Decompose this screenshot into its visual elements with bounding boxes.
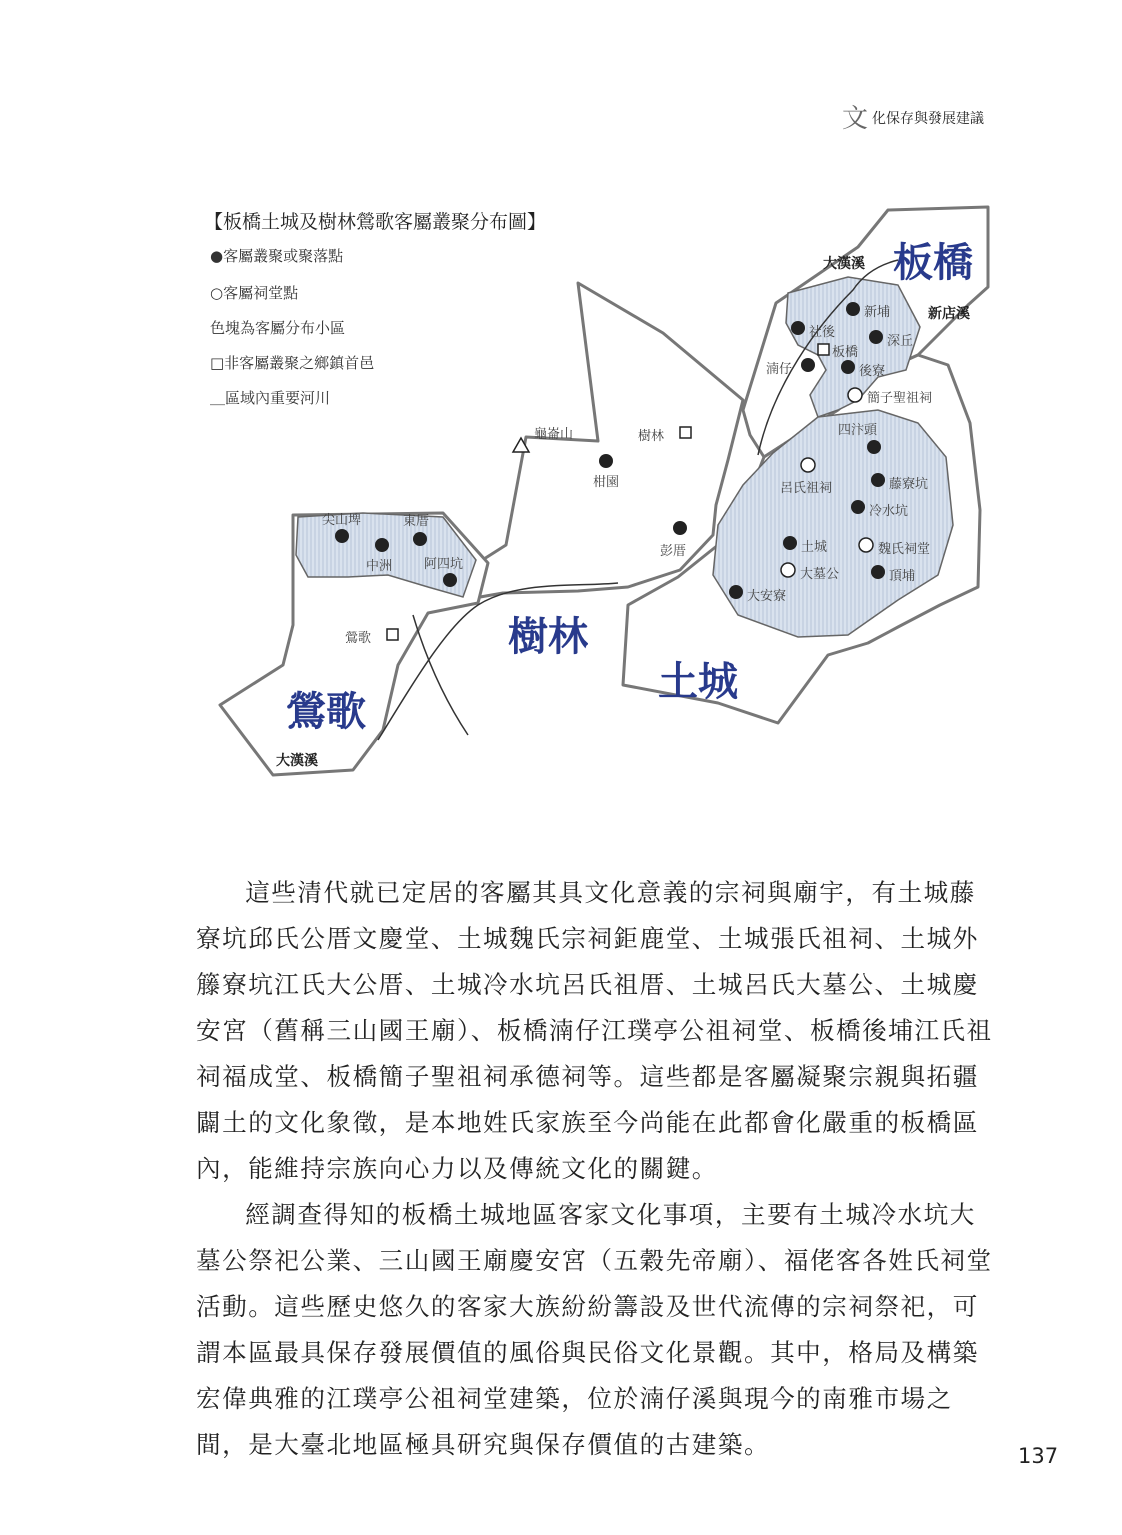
ganyuan-dot — [599, 454, 613, 468]
place-label-sichuan: 四汴頭 — [838, 423, 878, 438]
dongcuo-dot — [413, 532, 427, 546]
distribution-map — [198, 195, 1008, 795]
region-label-tucheng: 土城 — [658, 659, 738, 705]
place-label-houpu: 後寮 — [859, 364, 886, 379]
region-label-yingge: 鶯歌 — [286, 689, 366, 735]
dagong-circle — [781, 563, 795, 577]
place-label-xinpu: 新埔 — [864, 305, 891, 320]
place-label-jianshan: 尖山埤 — [322, 513, 362, 528]
tucheng-dot — [783, 536, 797, 550]
place-label-tucheng-town: 土城 — [801, 540, 828, 555]
xinpu-dot — [846, 302, 860, 316]
yingge-town-square — [387, 629, 398, 640]
banqiao-town-square — [818, 344, 829, 355]
place-label-ganyuan: 柑園 — [593, 475, 620, 490]
figure-title: 【板橋土城及樹林鶯歌客屬叢聚分布圖】 — [204, 211, 547, 233]
shulin-town-square — [680, 427, 691, 438]
header-title: 化保存與發展建議 — [872, 111, 984, 127]
da-an-dot — [729, 585, 743, 599]
jianshan-dot — [335, 529, 349, 543]
page-number: 137 — [1018, 1444, 1059, 1468]
shehou-dot — [791, 321, 805, 335]
wei-shrine-circle — [859, 538, 873, 552]
place-label-asi: 阿四坑 — [424, 557, 464, 572]
place-label-lengshui: 冷水坑 — [869, 504, 909, 519]
place-label-tuozai: 湳仔 — [766, 362, 793, 377]
place-label-dagong: 大墓公 — [800, 567, 840, 582]
legend-item-zone: 色塊為客屬分布小區 — [210, 319, 346, 337]
place-label-tengliao: 藤寮坑 — [889, 477, 929, 492]
place-label-shenqiu: 深丘 — [887, 334, 914, 349]
legend-item-shrine: ○客屬祠堂點 — [210, 284, 299, 302]
lu-shrine-circle — [801, 458, 815, 472]
region-label-banqiao: 板橋 — [893, 240, 973, 286]
place-label-banqiao-town: 板橋 — [832, 345, 859, 360]
houpu-dot — [841, 360, 855, 374]
place-label-jianzi: 簡子聖祖祠 — [867, 391, 933, 406]
legend-item-cluster: ●客屬叢聚或聚落點 — [210, 247, 344, 265]
shenqiu-dot — [869, 330, 883, 344]
place-label-dongcuo: 東厝 — [403, 514, 430, 529]
place-label-zhongzhou: 中洲 — [366, 559, 393, 574]
header-initial: 文 — [842, 104, 869, 134]
sichuan-dot — [867, 440, 881, 454]
paragraph: 經調查得知的板橋土城地區客家文化事項，主要有土城冷水坑大墓公祭祀公業、三山國王廟慶安宮（五穀先帝廟）、福佬客各姓氏祠堂活動。這些歷史悠久的客家大族紛紛籌設及世代流傳的宗祠祭祀，可謂本區最具保存發展價值的風俗與民俗文化景觀。其中，格局及構築宏偉典雅的江璞亭公祖祠堂建築，位於湳仔溪與現今的南雅市場之間，是大臺北地區極具研究與保存價值的古建築。 — [196, 1200, 993, 1459]
place-label-lu-shrine: 呂氏祖祠 — [780, 481, 833, 496]
river-label-xindian: 新店溪 — [928, 306, 970, 322]
zhongzhou-dot — [375, 538, 389, 552]
place-label-wei-shrine: 魏氏祠堂 — [878, 542, 931, 557]
region-label-shulin: 樹林 — [508, 614, 588, 660]
tengliao-dot — [871, 473, 885, 487]
place-label-da-an: 大安寮 — [747, 589, 787, 604]
place-label-guiyi: 龜崙山 — [534, 427, 574, 442]
dingpu-dot — [871, 565, 885, 579]
legend-item-town: □非客屬叢聚之鄉鎮首邑 — [210, 354, 375, 372]
body-text — [196, 870, 996, 1468]
tuozai-dot — [801, 358, 815, 372]
place-label-yingge-town: 鶯歌 — [345, 631, 372, 646]
river-label-dahan-top: 大漢溪 — [823, 256, 865, 272]
running-header — [842, 98, 1022, 134]
place-label-pengcuo: 彭厝 — [660, 544, 687, 559]
place-label-shulin-town: 樹林 — [638, 429, 665, 444]
legend-item-river: ＿區域內重要河川 — [210, 389, 331, 407]
river-label-dahan-bottom: 大漢溪 — [276, 753, 318, 769]
paragraph: 這些清代就已定居的客屬其具文化意義的宗祠與廟宇，有土城藤寮坑邱氏公厝文慶堂、土城魏氏宗祠鉅鹿堂、土城張氏祖祠、土城外籐寮坑江氏大公厝、土城冷水坑呂氏祖厝、土城呂氏大墓公、土城慶安宮（舊稱三山國王廟）、板橋湳仔江璞亭公祖祠堂、板橋後埔江氏祖祠福成堂、板橋簡子聖祖祠承德祠等。這些都是客屬凝聚宗親與拓疆闢土的文化象徵，是本地姓氏家族至今尚能在此都會化嚴重的板橋區內，能維持宗族向心力以及傳統文化的關鍵。 — [196, 878, 993, 1183]
place-label-shehou: 社後 — [809, 325, 836, 340]
pengcuo-dot — [673, 521, 687, 535]
asi-dot — [443, 573, 457, 587]
lengshui-dot — [851, 500, 865, 514]
place-label-dingpu: 頂埔 — [889, 569, 916, 584]
jianzi-shrine-circle — [848, 388, 862, 402]
